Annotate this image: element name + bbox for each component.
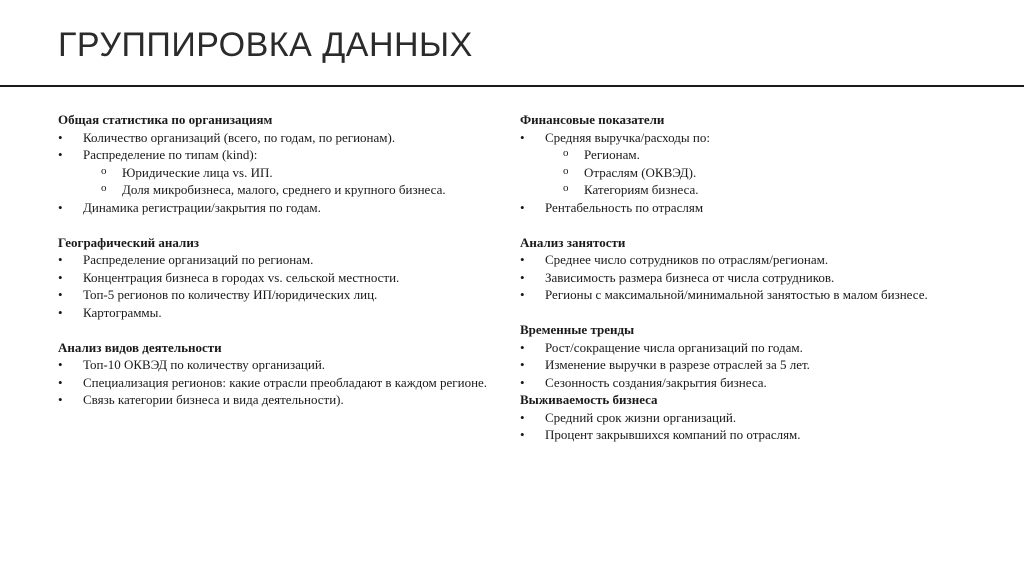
list-item: • Динамика регистрации/закрытия по годам.: [58, 199, 498, 217]
sub-list-item: o Доля микробизнеса, малого, среднего и крупного бизнеса.: [58, 181, 498, 199]
bullet-list: [520, 251, 950, 304]
list-item: • Сезонность создания/закрытия бизнеса.: [520, 374, 950, 392]
left-column: [58, 111, 498, 426]
list-item: • Средний срок жизни организаций.: [520, 409, 950, 427]
list-item: • Изменение выручки в разрезе отраслей за 5 лет.: [520, 356, 950, 374]
list-item: • Распределение организаций по регионам.: [58, 251, 498, 269]
section-heading: Анализ занятости: [520, 234, 626, 250]
list-item: • Средняя выручка/расходы по:: [520, 129, 950, 147]
sub-list-item: o Юридические лица vs. ИП.: [58, 164, 498, 182]
list-item: • Картограммы.: [58, 304, 498, 322]
list-item: • Распределение по типам (kind):: [58, 146, 498, 164]
list-item: • Рост/сокращение числа организаций по годам.: [520, 339, 950, 357]
list-item: • Топ-10 ОКВЭД по количеству организаций.: [58, 356, 498, 374]
section-heading: Временные тренды: [520, 322, 635, 337]
section: [520, 234, 950, 304]
section: [58, 111, 498, 216]
section: [520, 111, 950, 216]
bullet-list: [520, 339, 950, 392]
section-heading: Финансовые показатели: [520, 112, 665, 127]
sub-list-item: o Регионам.: [520, 146, 950, 164]
list-item: • Концентрация бизнеса в городах vs. сельской местности.: [58, 269, 498, 287]
right-column: [520, 111, 950, 461]
page-title: ГРУППИРОВКА ДАННЫХ: [58, 26, 473, 64]
section: [58, 339, 498, 409]
section-heading: Общая статистика по организациям: [58, 112, 273, 127]
list-item: • Зависимость размера бизнеса от числа сотрудников.: [520, 269, 950, 287]
list-item: • Процент закрывшихся компаний по отраслям.: [520, 426, 950, 444]
bullet-list: [520, 409, 950, 444]
section-heading: Выживаемость бизнеса: [520, 392, 658, 407]
list-item: • Количество организаций (всего, по годам, по регионам).: [58, 129, 498, 147]
list-item: • Среднее число сотрудников по отраслям/регионам.: [520, 251, 950, 269]
bullet-list: [58, 251, 498, 321]
sub-list-item: o Категориям бизнеса.: [520, 181, 950, 199]
list-item: • Топ-5 регионов по количеству ИП/юридических лиц.: [58, 286, 498, 304]
section-heading: Географический анализ: [58, 234, 200, 250]
list-item: • Связь категории бизнеса и вида деятельности).: [58, 391, 498, 409]
bullet-list: [520, 129, 950, 217]
list-item: • Регионы с максимальной/минимальной занятостью в малом бизнесе.: [520, 286, 950, 304]
bullet-list: [58, 356, 498, 409]
list-item: • Рентабельность по отраслям: [520, 199, 950, 217]
section: [520, 321, 950, 391]
sub-list-item: o Отраслям (ОКВЭД).: [520, 164, 950, 182]
section: [58, 234, 498, 322]
bullet-list: [58, 129, 498, 217]
title-divider: [0, 85, 1024, 87]
section: [520, 391, 950, 444]
section-heading: Анализ видов деятельности: [58, 339, 222, 355]
list-item: • Специализация регионов: какие отрасли преобладают в каждом регионе.: [58, 374, 498, 392]
